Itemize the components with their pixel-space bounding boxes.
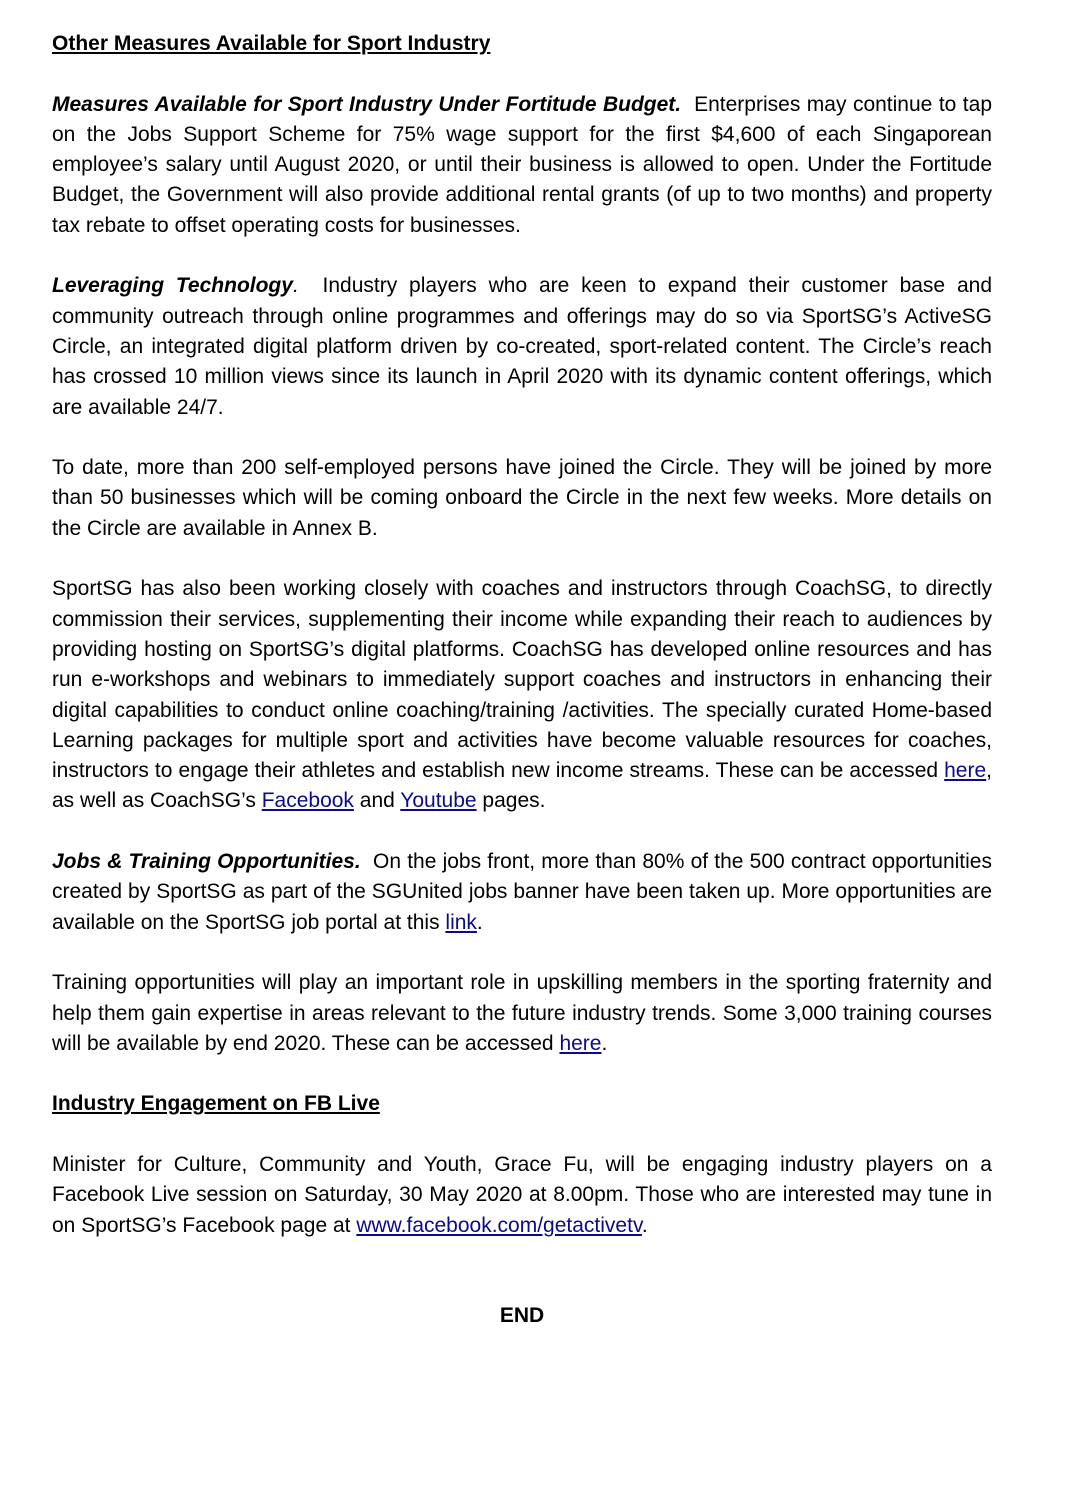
- paragraph-fb-live: [52, 1150, 992, 1241]
- paragraph-lead: Measures Available for Sport Industry Under Fortitude Budget.: [52, 92, 682, 116]
- paragraph-training-opportunities: [52, 968, 992, 1059]
- spacer: [52, 938, 992, 968]
- section-heading-fb-live: Industry Engagement on FB Live: [52, 1092, 380, 1116]
- facebook-page-link[interactable]: www.facebook.com/getactivetv: [356, 1213, 642, 1237]
- job-portal-link[interactable]: link: [445, 910, 477, 934]
- training-courses-link[interactable]: here: [559, 1031, 602, 1055]
- spacer: [52, 544, 992, 574]
- spacer: [52, 1241, 992, 1271]
- spacer: [52, 817, 992, 847]
- paragraph-jobs-training: [52, 847, 992, 938]
- paragraph-lead: Leveraging Technology: [52, 274, 293, 298]
- paragraph-circle-members: To date, more than 200 self-employed persons have joined the Circle. They will be joined by more than 50 businesses which will be coming onboard the Circle in the next few weeks. More details on the Circle are available in Annex B.: [52, 456, 992, 540]
- spacer: [52, 59, 992, 89]
- paragraph-leveraging-technology: [52, 271, 992, 422]
- paragraph-text: , as well as CoachSG’s: [52, 759, 992, 813]
- paragraph-text: SportSG has also been working closely with coaches and instructors through CoachSG, to directly commission their services, supplementing their income while expanding their reach to audiences by providing hosting on SportSG’s digital platforms. CoachSG has developed online resources and has run e-workshops and webinars to immediately support coaches and instructors in enhancing their digital capabilities to conduct online coaching/training /activities. The specially curated Home-based Learning packages for multiple sport and activities have become valuable resources for coaches, instructors to engage their athletes and establish new income streams. These can be accessed: [52, 577, 992, 783]
- section-heading-other-measures: Other Measures Available for Sport Industry: [52, 32, 491, 55]
- spacer: [52, 1059, 992, 1089]
- spacer: [52, 1120, 992, 1150]
- paragraph-text: Training opportunities will play an important role in upskilling members in the sporting fraternity and help them gain expertise in areas relevant to the future industry trends. Some 3,000 training courses will be available by end 2020. These can be accessed: [52, 971, 992, 1055]
- paragraph-text: .: [476, 910, 483, 934]
- paragraph-text: Minister for Culture, Community and Youth, Grace Fu, will be engaging industry players on a Facebook Live session on Saturday, 30 May 2020 at 8.00pm. Those who are interested may tune in on SportSG’s Facebook page at: [52, 1152, 992, 1237]
- spacer: [52, 423, 992, 453]
- paragraph-text: Enterprises may continue to tap on the Jobs Support Scheme for 75% wage support for the first $4,600 of each Singaporean employee’s salary until August 2020, or until their business is allowed to open. Under the Fortitude Budget, the Government will also provide additional rental grants (of up to two months) and property tax rebate to offset operating costs for businesses.: [52, 92, 993, 237]
- document-page: [52, 29, 992, 1332]
- paragraph-text: pages.: [476, 789, 546, 813]
- youtube-link[interactable]: Youtube: [400, 789, 477, 813]
- facebook-link[interactable]: Facebook: [261, 789, 354, 813]
- paragraph-text: .: [601, 1031, 608, 1055]
- paragraph-text: Industry players who are keen to expand their customer base and community outreach through online programmes and offerings may do so via SportSG’s ActiveSG Circle, an integrated digital platform driven by co-created, sport-related content. The Circle’s reach has crossed 10 million views since its launch in April 2020 with its dynamic content offerings, which are available 24/7.: [52, 274, 992, 419]
- spacer: [52, 1271, 992, 1301]
- here-link[interactable]: here: [944, 759, 987, 783]
- paragraph-lead: Jobs & Training Opportunities.: [52, 850, 361, 874]
- end-marker: END: [499, 1304, 545, 1328]
- paragraph-lead-period: .: [292, 274, 299, 298]
- paragraph-text: On the jobs front, more than 80% of the 500 contract opportunities created by SportSG as part of the SGUnited jobs banner have been taken up. More opportunities are available on the SportSG job portal at this: [52, 850, 992, 934]
- paragraph-text: .: [641, 1213, 648, 1237]
- spacer: [52, 241, 992, 271]
- paragraph-coachsg: [52, 574, 992, 816]
- paragraph-text: and: [353, 789, 401, 813]
- paragraph-fortitude-budget: [52, 90, 992, 241]
